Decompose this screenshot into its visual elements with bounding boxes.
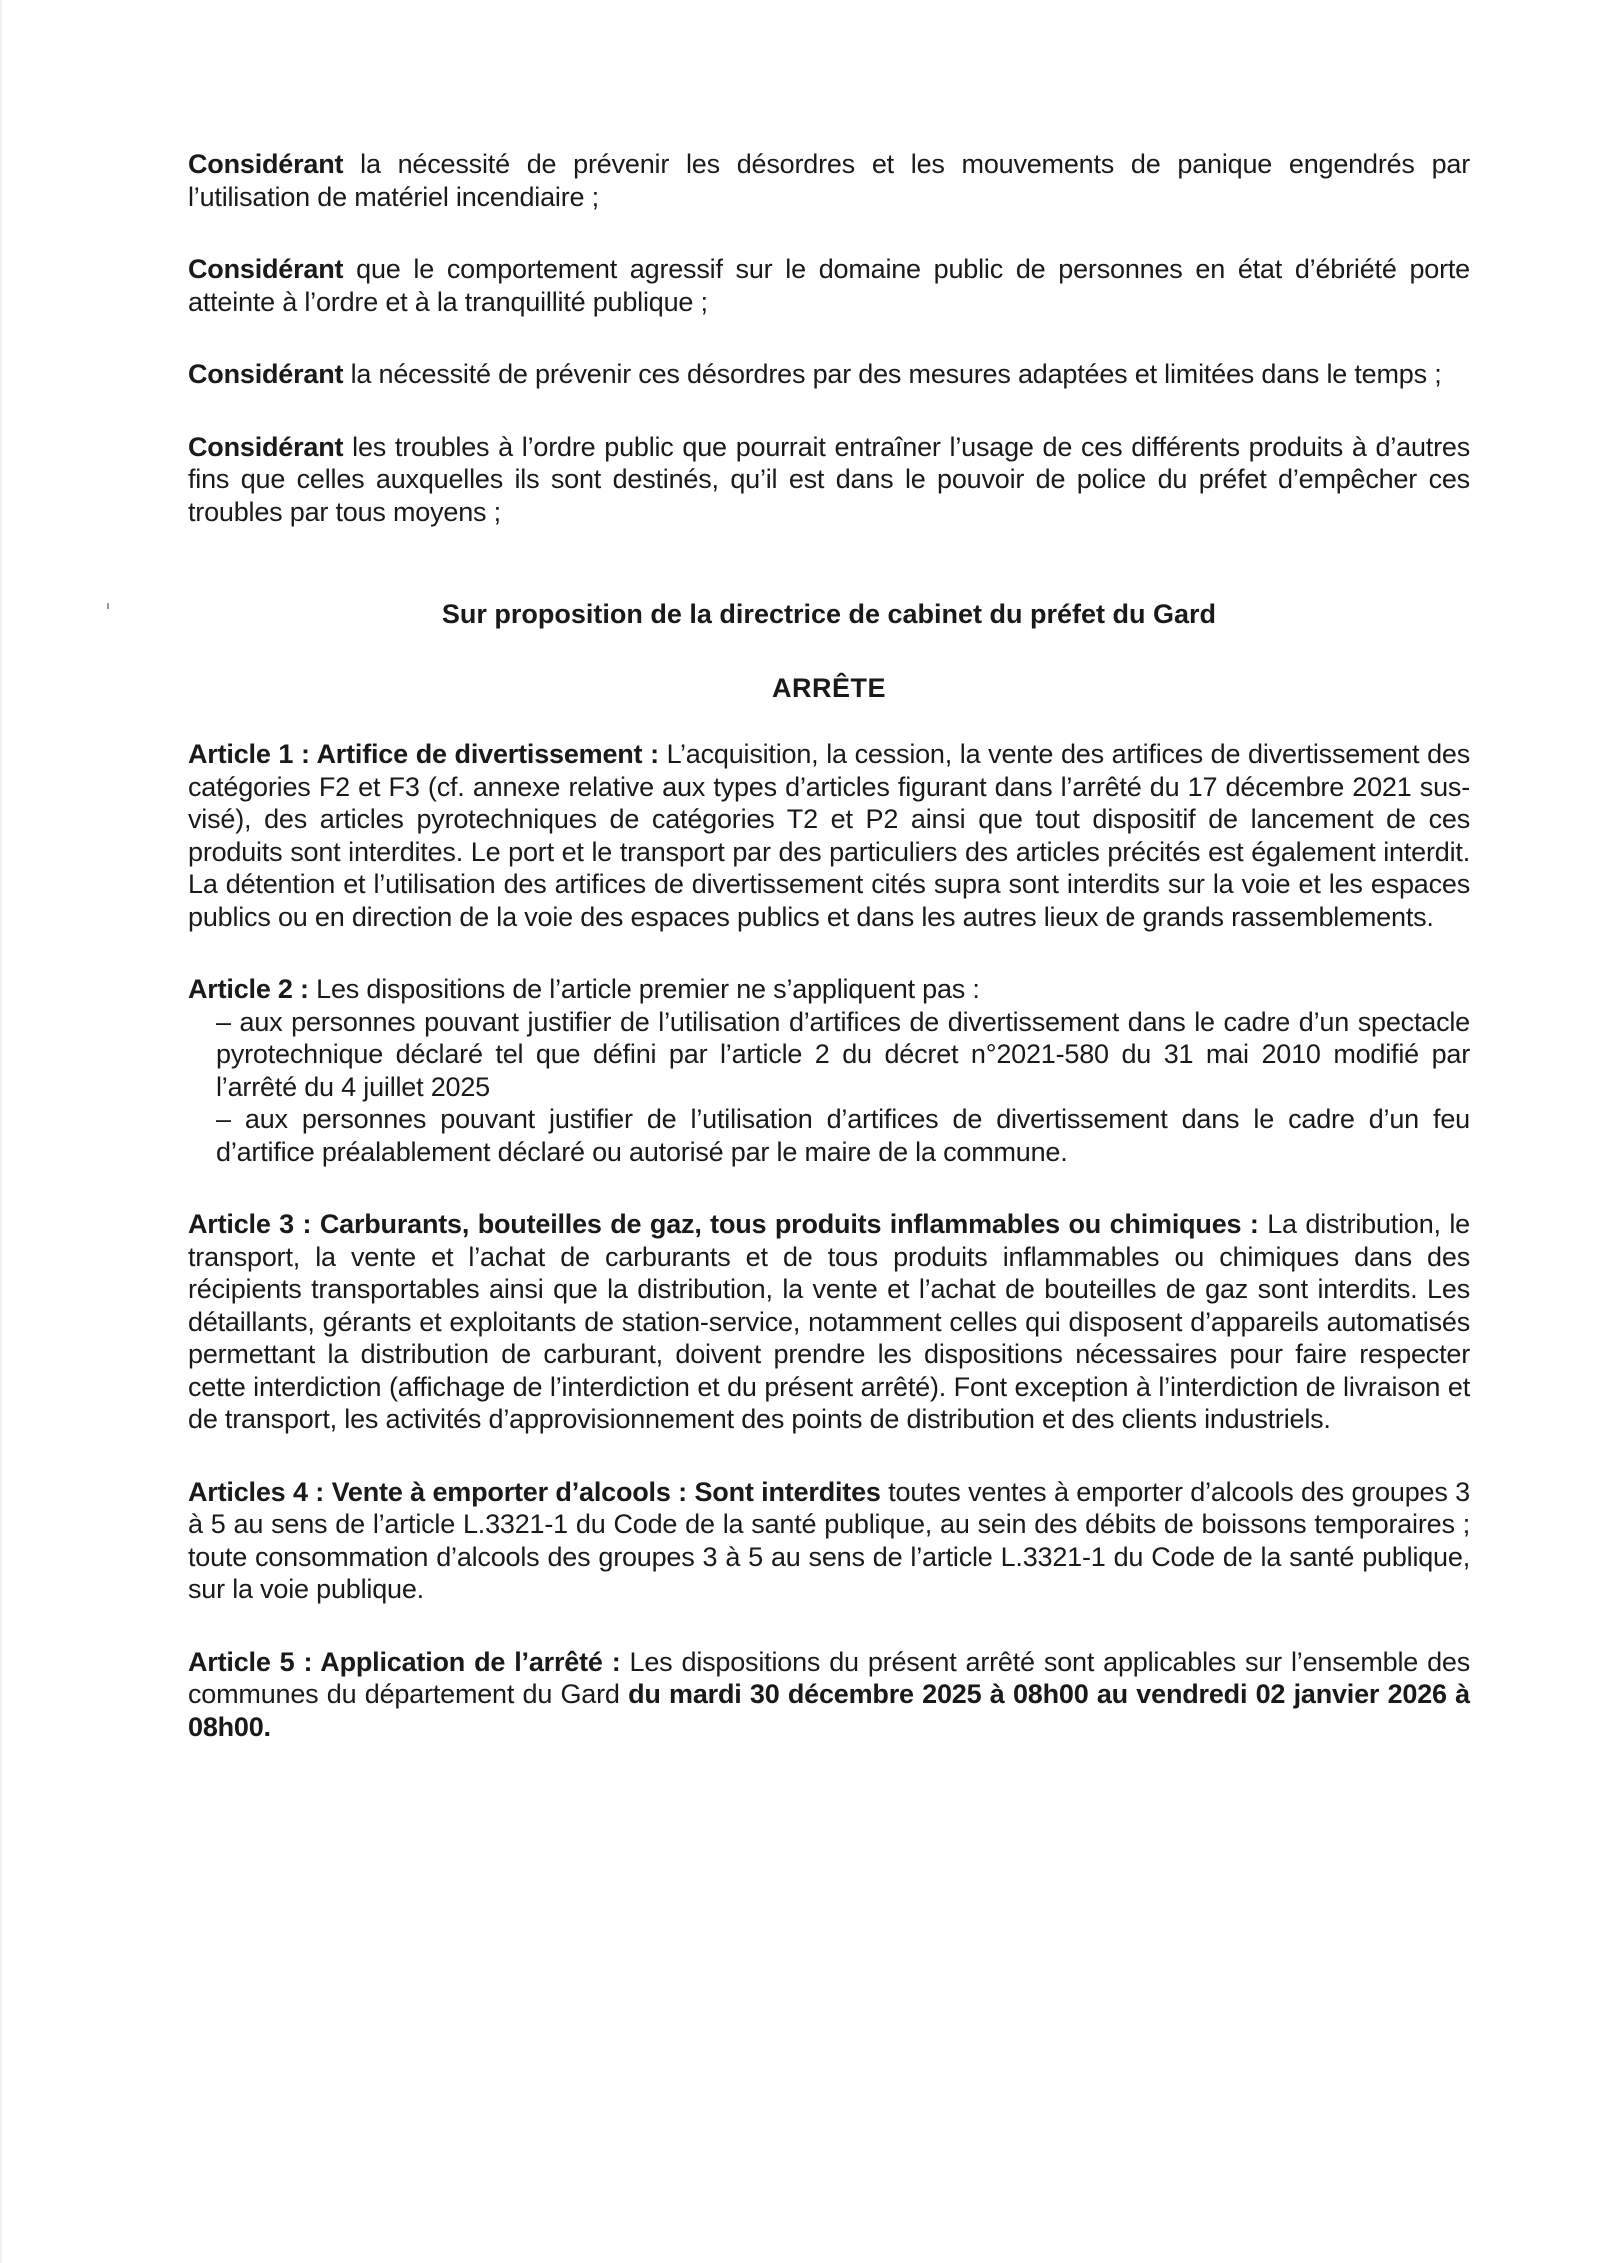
- considerant-lead: Considérant: [188, 359, 344, 389]
- article-heading: Article 1 : Artifice de divertissement :: [188, 739, 659, 769]
- article-4: [188, 1476, 1470, 1606]
- article-2: [188, 973, 1470, 1168]
- exception-item: – aux personnes pouvant justifier de l’utilisation d’artifices de divertissement dans le cadre d’un feu d’artifice préalablement déclaré ou autorisé par le maire de la commune.: [216, 1104, 1470, 1167]
- exception-list: [188, 1006, 1470, 1169]
- application-period: du mardi 30 décembre 2025 à 08h00 au vendredi 02 janvier 2026 à 08h00.: [188, 1679, 1471, 1742]
- proposal-heading: Sur proposition de la directrice de cabinet du préfet du Gard: [441, 599, 1217, 629]
- article-text: L’acquisition, la cession, la vente des artifices de divertissement des catégories F2 et F3 (cf. annexe relative aux types d’articles figurant dans l’arrêté du 17 décembre 2021 sus-visé), des articles pyrotechniques de catégories T2 et P2 ainsi que tout dispositif de lancement de ces produits sont interdites. Le port et le transport par des particuliers des articles précités est également interdit. La détention et l’utilisation des artifices de divertissement cités supra sont interdits sur la voie et les espaces publics ou en direction de la voie des espaces publics et dans les autres lieux de grands rassemblements.: [188, 739, 1471, 932]
- article-heading: Article 3 : Carburants, bouteilles de gaz, tous produits inflammables ou chimiques :: [188, 1209, 1259, 1239]
- article-text: La distribution, le transport, la vente et l’achat de carburants et de tous produits inflammables ou chimiques dans des récipients transportables ainsi que la distribution, la vente et l’achat de bouteilles de gaz sont interdits. Les détaillants, gérants et exploitants de station-service, notamment celles qui disposent d’appareils automatisés permettant la distribution de carburant, doivent prendre les dispositions nécessaires pour faire respecter cette interdiction (affichage de l’interdiction et du présent arrêté). Font exception à l’interdiction de livraison et de transport, les activités d’approvisionnement des points de distribution et des clients industriels.: [188, 1209, 1470, 1434]
- article-heading: Articles 4 : Vente à emporter d’alcools : Sont interdites: [188, 1476, 881, 1507]
- considerant-text: la nécessité de prévenir les désordres et les mouvements de panique engendrés par l’utilisation de matériel incendiaire ;: [188, 149, 1470, 212]
- considerant-paragraph: [188, 358, 1470, 391]
- article-intro: [188, 973, 1470, 1006]
- article-text: Les dispositions de l’article premier ne s’appliquent pas :: [308, 974, 980, 1004]
- article-heading: Article 2 :: [188, 974, 309, 1004]
- considerant-paragraph: [188, 431, 1470, 529]
- considerant-lead: Considérant: [188, 431, 344, 462]
- document-body: [188, 148, 1470, 1743]
- considerant-text: la nécessité de prévenir ces désordres par des mesures adaptées et limitées dans le temps ;: [343, 359, 1442, 389]
- article-text: Les dispositions du présent arrêté sont applicables sur l’ensemble des communes du département du Gard: [188, 1646, 1471, 1709]
- considerant-paragraph: [188, 253, 1470, 318]
- decree-title: ARRÊTE: [771, 673, 886, 703]
- articles-section: [188, 738, 1470, 1743]
- article-text: toutes ventes à emporter d’alcools des groupes 3 à 5 au sens de l’article L.3321-1 du Code de la santé publique, au sein des débits de boissons temporaires ; toute consommation d’alcools des groupes 3 à 5 au sens de l’article L.3321-1 du Code de la santé publique, sur la voie publique.: [188, 1476, 1470, 1604]
- article-1: [188, 738, 1470, 933]
- considerant-lead: Considérant: [188, 149, 344, 179]
- considerant-lead: Considérant: [188, 254, 344, 284]
- article-5: [188, 1646, 1470, 1744]
- article-3: [188, 1208, 1470, 1436]
- scan-artifact: [107, 603, 109, 609]
- page-edge: [0, 0, 2, 2263]
- exception-item: – aux personnes pouvant justifier de l’utilisation d’artifices de divertissement dans le cadre d’un spectacle pyrotechnique déclaré tel que défini par l’article 2 du décret n°2021-580 du 31 mai 2010 modifié par l’arrêté du 4 juillet 2025: [216, 1006, 1470, 1102]
- considerant-text: que le comportement agressif sur le domaine public de personnes en état d’ébriété porte atteinte à l’ordre et à la tranquillité publique ;: [188, 254, 1470, 317]
- considerants-section: [188, 148, 1470, 528]
- considerant-paragraph: [188, 148, 1470, 213]
- considerant-text: les troubles à l’ordre public que pourrait entraîner l’usage de ces différents produits à d’autres fins que celles auxquelles ils sont destinés, qu’il est dans le pouvoir de police du préfet d’empêcher ces troubles par tous moyens ;: [188, 431, 1470, 527]
- article-heading: Article 5 : Application de l’arrêté :: [188, 1646, 621, 1677]
